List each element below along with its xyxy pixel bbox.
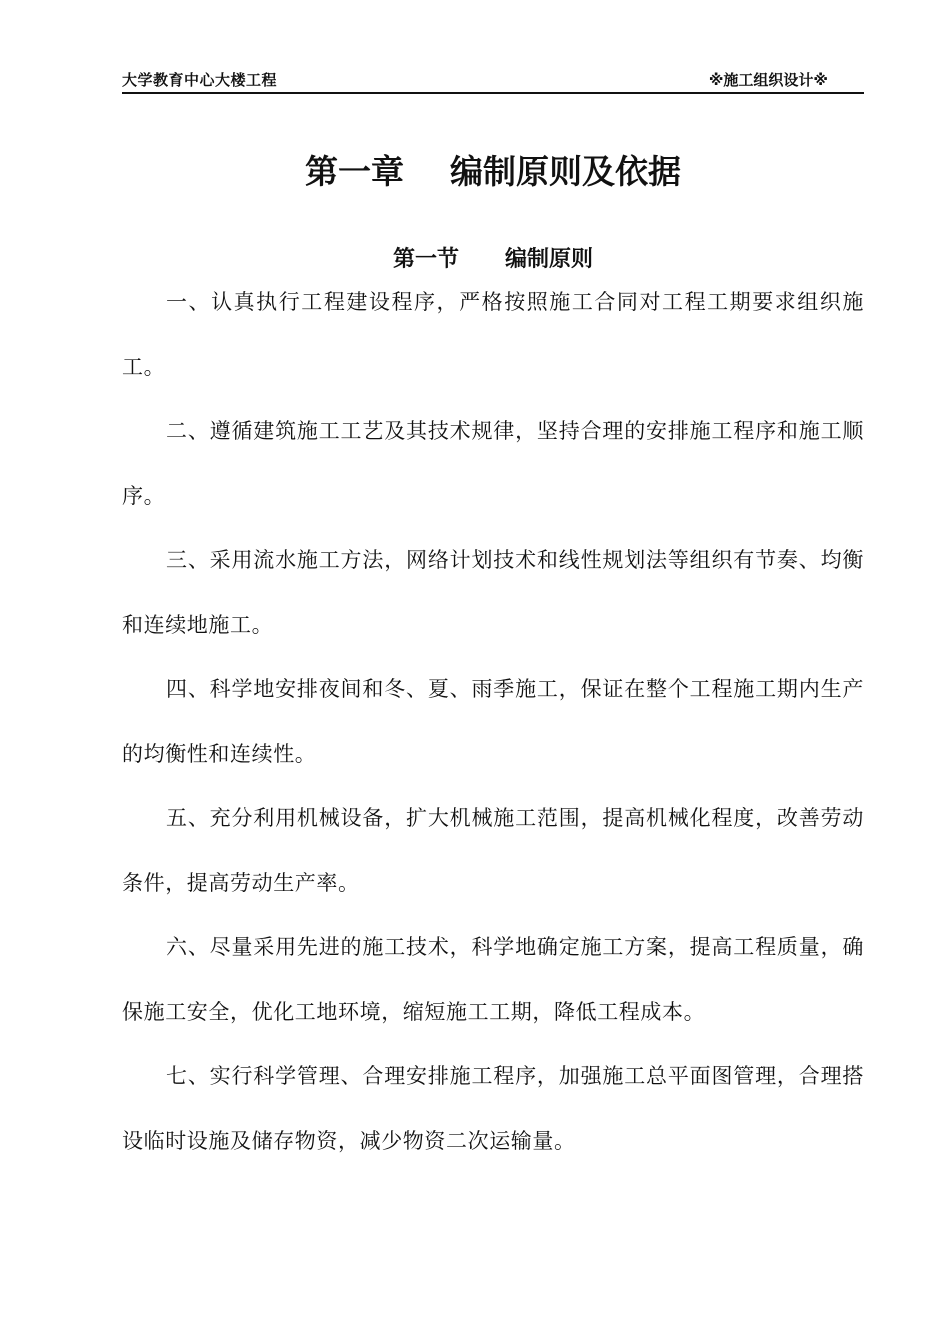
section-title: 第一节 编制原则 <box>393 247 593 273</box>
header-project-name: 大学教育中心大楼工程 <box>122 71 278 89</box>
page-header <box>122 70 864 94</box>
header-document-type: ※施工组织设计※ <box>708 71 828 89</box>
principle-paragraph-4: 四、科学地安排夜间和冬、夏、雨季施工，保证在整个工程施工期内生产的均衡性和连续性。 <box>122 677 864 766</box>
chapter-title: 第一章 编制原则及依据 <box>305 152 681 192</box>
principle-paragraph-1: 一、认真执行工程建设程序，严格按照施工合同对工程工期要求组织施工。 <box>122 290 864 379</box>
principle-paragraph-3: 三、采用流水施工方法，网络计划技术和线性规划法等组织有节奏、均衡和连续地施工。 <box>122 548 864 637</box>
principle-paragraph-5: 五、充分利用机械设备，扩大机械施工范围，提高机械化程度，改善劳动条件，提高劳动生产率。 <box>122 806 864 895</box>
principle-paragraph-6: 六、尽量采用先进的施工技术，科学地确定施工方案，提高工程质量，确保施工安全，优化工地环境，缩短施工工期，降低工程成本。 <box>122 935 864 1024</box>
principle-paragraph-7: 七、实行科学管理、合理安排施工程序，加强施工总平面图管理，合理搭设临时设施及储存物资，减少物资二次运输量。 <box>122 1064 864 1153</box>
principle-paragraph-2: 二、遵循建筑施工工艺及其技术规律，坚持合理的安排施工程序和施工顺序。 <box>122 419 864 508</box>
body-text <box>122 270 864 1173</box>
